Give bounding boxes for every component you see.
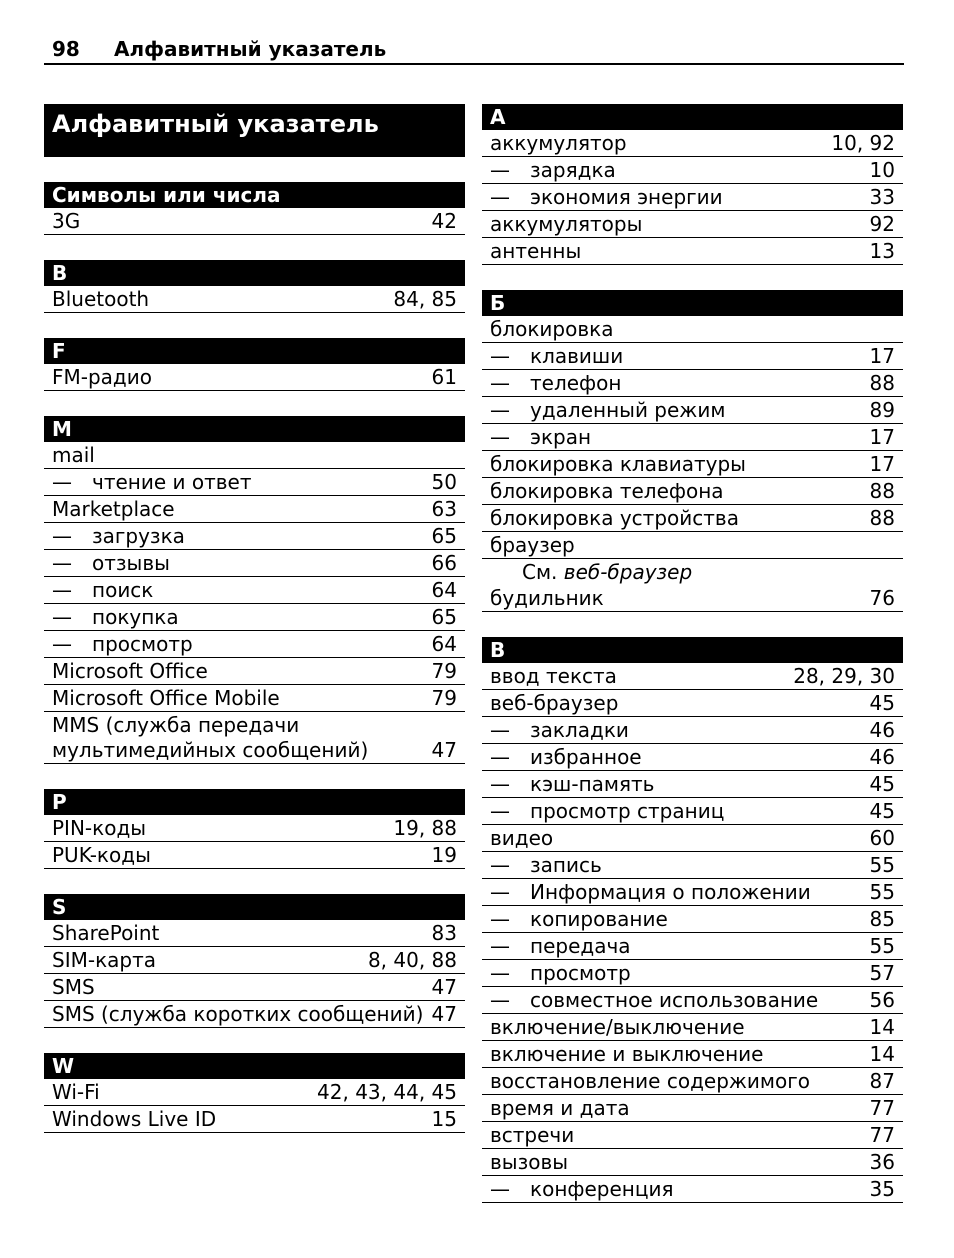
entry-term: избранное [530,745,642,769]
section-heading-v-cyr: В [482,637,903,663]
dash: — [490,799,510,823]
index-entry [482,1014,903,1041]
entry-term: PUK-коды [52,843,151,867]
index-entry [44,364,465,391]
entry-pages: 35 [869,1177,895,1201]
entry-term: браузер [490,533,575,557]
index-subentry [482,987,903,1014]
index-subentry [44,604,465,631]
entry-term: передача [530,934,631,958]
see-target[interactable]: веб-браузер [563,560,693,584]
entry-term: Bluetooth [52,287,150,311]
entry-pages: 14 [869,1015,895,1039]
index-entry [44,974,465,1001]
entry-term: просмотр страниц [530,799,725,823]
index-entry [44,685,465,712]
entry-pages: 60 [869,826,895,850]
index-subentry [482,370,903,397]
dash: — [52,551,72,575]
entry-term: видео [490,826,554,850]
entry-pages: 8, 40, 88 [367,948,457,972]
index-entry [44,920,465,947]
index-subentry [482,1176,903,1203]
entry-term: Wi-Fi [52,1080,100,1104]
index-entry [482,663,903,690]
dash: — [52,578,72,602]
entry-term-line2: мультимедийных сообщений) [52,738,369,762]
index-entry [482,1095,903,1122]
section-heading-a: А [482,104,903,130]
index-entry [482,825,903,852]
section-heading-s: S [44,894,465,920]
entry-term: закладки [530,718,629,742]
running-title: Алфавитный указатель [114,37,387,61]
entry-term: FM-радио [52,365,152,389]
entry-term: аккумулятор [490,131,627,155]
entry-term: включение и выключение [490,1042,764,1066]
entry-term: совместное использование [530,988,819,1012]
index-title: Алфавитный указатель [44,104,465,157]
index-entry [44,947,465,974]
entry-term: SMS (служба коротких сообщений) [52,1002,424,1026]
entry-term: будильник [490,586,604,610]
entry-pages: 42, 43, 44, 45 [317,1080,457,1104]
entry-pages: 15 [431,1107,457,1131]
index-entry [44,712,465,764]
entry-pages: 42 [431,209,457,233]
dash: — [490,745,510,769]
entry-term: аккумуляторы [490,212,643,236]
index-entry [44,286,465,313]
dash: — [52,605,72,629]
entry-term: вызовы [490,1150,569,1174]
entry-term: поиск [92,578,154,602]
dash: — [52,470,72,494]
entry-pages: 64 [431,578,457,602]
index-subentry [482,397,903,424]
dash: — [490,907,510,931]
dash: — [52,524,72,548]
entry-term: mail [52,443,95,467]
entry-pages: 87 [869,1069,895,1093]
index-entry [482,1149,903,1176]
entry-pages: 55 [869,934,895,958]
entry-pages: 45 [869,799,895,823]
index-entry [482,505,903,532]
entry-pages: 65 [431,524,457,548]
index-subentry [482,933,903,960]
entry-term: покупка [92,605,179,629]
entry-pages: 83 [431,921,457,945]
entry-term: кэш-память [530,772,655,796]
entry-pages: 79 [431,686,457,710]
index-subentry [44,550,465,577]
index-subentry [44,577,465,604]
entry-term: чтение и ответ [92,470,252,494]
entry-term: просмотр [92,632,193,656]
entry-term: антенны [490,239,582,263]
entry-term: Microsoft Office Mobile [52,686,280,710]
index-entry [482,1068,903,1095]
entry-pages: 65 [431,605,457,629]
page-number: 98 [52,37,80,61]
entry-pages: 10, 92 [831,131,895,155]
entry-term: блокировка телефона [490,479,724,503]
index-subentry [482,744,903,771]
entry-pages: 47 [431,1002,457,1026]
index-subentry [482,157,903,184]
index-entry [482,690,903,717]
dash: — [490,1177,510,1201]
entry-pages: 19 [431,843,457,867]
entry-pages: 89 [869,398,895,422]
entry-pages: 47 [431,975,457,999]
entry-pages: 33 [869,185,895,209]
entry-term: блокировка клавиатуры [490,452,746,476]
entry-pages: 64 [431,632,457,656]
entry-term: зарядка [530,158,616,182]
entry-term: блокировка устройства [490,506,739,530]
dash: — [490,880,510,904]
entry-term: Microsoft Office [52,659,208,683]
entry-term: телефон [530,371,622,395]
dash: — [490,718,510,742]
index-column-right [482,104,903,1203]
index-subentry [44,469,465,496]
entry-term: время и дата [490,1096,630,1120]
entry-term-line1: MMS (служба передачи [52,713,300,737]
entry-term: загрузка [92,524,185,548]
index-subentry [482,798,903,825]
index-entry [44,208,465,235]
entry-term: блокировка [490,317,614,341]
entry-pages: 66 [431,551,457,575]
section-heading-m: M [44,416,465,442]
index-entry [44,1106,465,1133]
entry-pages: 84, 85 [393,287,457,311]
entry-pages: 56 [869,988,895,1012]
entry-pages: 46 [869,718,895,742]
entry-term: конференция [530,1177,674,1201]
entry-pages: 55 [869,880,895,904]
section-heading-p: P [44,789,465,815]
entry-pages: 77 [869,1096,895,1120]
entry-pages: 10 [869,158,895,182]
entry-term: ввод текста [490,664,617,688]
entry-pages: 79 [431,659,457,683]
index-subentry [482,960,903,987]
see-also-reference [482,559,903,585]
entry-pages: 88 [869,479,895,503]
section-heading-b: B [44,260,465,286]
index-entry [482,130,903,157]
dash: — [490,988,510,1012]
index-entry [44,1001,465,1028]
entry-term: SMS [52,975,95,999]
entry-pages: 92 [869,212,895,236]
index-subentry [482,184,903,211]
index-subentry [44,523,465,550]
entry-pages: 88 [869,506,895,530]
entry-pages: 28, 29, 30 [793,664,895,688]
entry-pages: 77 [869,1123,895,1147]
entry-pages: 55 [869,853,895,877]
index-subentry [482,852,903,879]
index-subentry [482,717,903,744]
entry-term: SharePoint [52,921,160,945]
entry-pages: 47 [431,738,457,762]
entry-term: просмотр [530,961,631,985]
entry-term: запись [530,853,602,877]
entry-pages: 57 [869,961,895,985]
index-entry [482,478,903,505]
entry-pages: 17 [869,425,895,449]
section-heading-w: W [44,1053,465,1079]
dash: — [490,158,510,182]
entry-term: Информация о положении [530,880,811,904]
entry-term: экономия энергии [530,185,723,209]
entry-pages: 50 [431,470,457,494]
index-entry [482,211,903,238]
index-subentry [44,631,465,658]
entry-pages: 17 [869,344,895,368]
dash: — [490,934,510,958]
index-subentry [482,424,903,451]
see-label: См. [522,560,558,584]
section-heading-b-cyr: Б [482,290,903,316]
entry-pages: 17 [869,452,895,476]
entry-pages: 88 [869,371,895,395]
index-entry [482,316,903,343]
index-entry [44,815,465,842]
entry-term: клавиши [530,344,624,368]
index-entry [44,442,465,469]
entry-pages: 63 [431,497,457,521]
dash: — [490,185,510,209]
entry-pages: 46 [869,745,895,769]
index-entry [482,532,903,559]
entry-pages: 45 [869,772,895,796]
entry-term: копирование [530,907,668,931]
index-entry [482,238,903,265]
page-header [44,36,904,65]
dash: — [490,425,510,449]
entry-term: PIN-коды [52,816,147,840]
entry-pages: 13 [869,239,895,263]
entry-term: удаленный режим [530,398,726,422]
section-heading-f: F [44,338,465,364]
entry-pages: 85 [869,907,895,931]
dash: — [490,772,510,796]
index-subentry [482,343,903,370]
index-subentry [482,906,903,933]
entry-term: встречи [490,1123,575,1147]
index-entry [44,1079,465,1106]
entry-term: восстановление содержимого [490,1069,810,1093]
index-entry [482,1041,903,1068]
entry-pages: 45 [869,691,895,715]
index-entry [44,658,465,685]
index-subentry [482,771,903,798]
entry-term: экран [530,425,592,449]
entry-pages: 36 [869,1150,895,1174]
dash: — [490,371,510,395]
dash: — [490,961,510,985]
entry-term: Windows Live ID [52,1107,217,1131]
index-subentry [482,879,903,906]
entry-term: Marketplace [52,497,175,521]
entry-pages: 61 [431,365,457,389]
index-column-left [44,104,465,1133]
index-entry [482,1122,903,1149]
entry-pages: 76 [869,586,895,610]
index-entry [482,585,903,612]
dash: — [490,853,510,877]
dash: — [490,344,510,368]
entry-term: 3G [52,209,81,233]
entry-pages: 19, 88 [393,816,457,840]
entry-term: веб-браузер [490,691,619,715]
dash: — [52,632,72,656]
index-entry [44,842,465,869]
section-heading-symbols: Символы или числа [44,182,465,208]
entry-term: включение/выключение [490,1015,745,1039]
entry-pages: 14 [869,1042,895,1066]
entry-term: SIM-карта [52,948,157,972]
dash: — [490,398,510,422]
entry-term: отзывы [92,551,170,575]
index-entry [482,451,903,478]
index-entry [44,496,465,523]
